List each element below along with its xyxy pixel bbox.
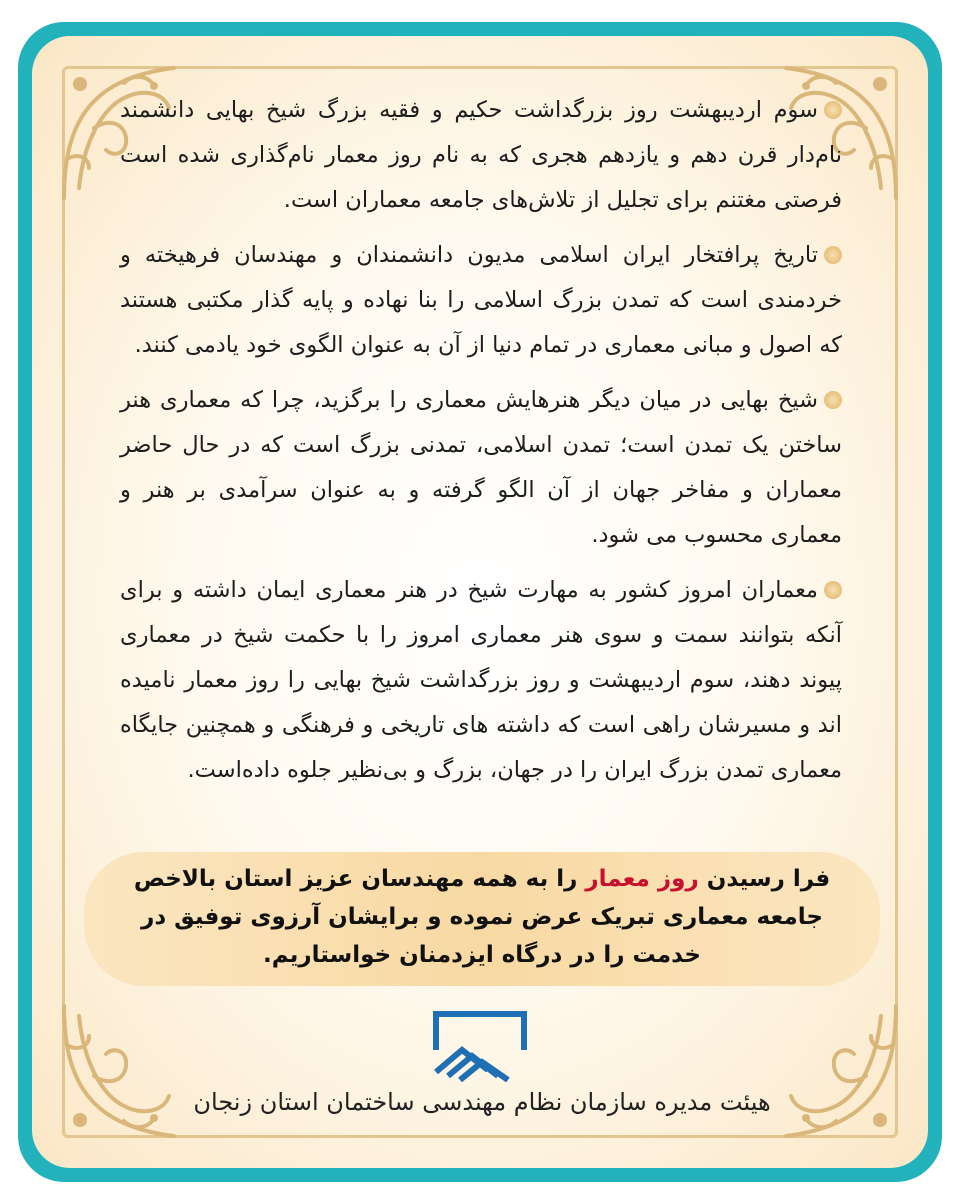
- architect-day-highlight: روز معمار: [585, 866, 699, 892]
- bullet-icon: [824, 246, 842, 264]
- paragraph: تاریخ پرافتخار ایران اسلامی مدیون دانشمندان و مهندسان فرهیخته و خردمندی است که تمدن بزرگ اسلامی را بنا نهاده و پایه گذار مکتبی هستند که اصول و مبانی معماری در تمام دنیا از آن به عنوان الگوی خود یادمی کنند.: [120, 242, 842, 358]
- paragraph: شیخ بهایی در میان دیگر هنرهایش معماری را برگزید، چرا که معماری هنر ساختن یک تمدن است؛ تمدن اسلامی، تمدنی بزرگ است که در حال حاضر معماران و مفاخر جهان از آن الگو گرفته و به عنوان سرآمدی بر هنر و معماری محسوب می شود.: [120, 387, 842, 548]
- greeting-text: فرا رسیدن روز معمار را به همه مهندسان عزیز استان بالاخص جامعه معماری تبریک عرض نموده و برایشان آرزوی توفیق در خدمت را در درگاه ایزدمنان خواستاریم.: [133, 866, 831, 968]
- bullet-icon: [824, 391, 842, 409]
- corner-ornament-icon: [54, 996, 204, 1146]
- bullet-icon: [824, 581, 842, 599]
- body-text: [120, 88, 842, 803]
- corner-ornament-icon: [756, 996, 906, 1146]
- paragraph: معماران امروز کشور به مهارت شیخ در هنر معماری ایمان داشته و برای آنکه بتوانند سمت و سوی هنر معماری امروز را با حکمت شیخ در معماری پیوند دهند، سوم اردیبهشت و روز بزرگداشت شیخ بهایی را روز معمار نامیده اند و مسیرشان راهی است که داشته های تاریخی و فرهنگی و همچنین جایگاه معماری تمدن بزرگ ایران را در جهان، بزرگ و بی‌نظیر جلوه داده‌است.: [120, 577, 842, 783]
- bullet-icon: [824, 101, 842, 119]
- paragraph: سوم اردیبهشت روز بزرگداشت حکیم و فقیه بزرگ شیخ بهایی دانشمند نام‌دار قرن دهم و یازدهم هجری که به نام روز معمار نام‌گذاری شده است فرصتی مغتنم برای تجلیل از تلاش‌های جامعه معماران است.: [120, 97, 842, 213]
- footer-signature: هیئت مدیره سازمان نظام مهندسی ساختمان استان زنجان: [193, 1088, 771, 1116]
- engineering-organization-logo-icon: [432, 1010, 528, 1082]
- poster-card: [32, 36, 928, 1168]
